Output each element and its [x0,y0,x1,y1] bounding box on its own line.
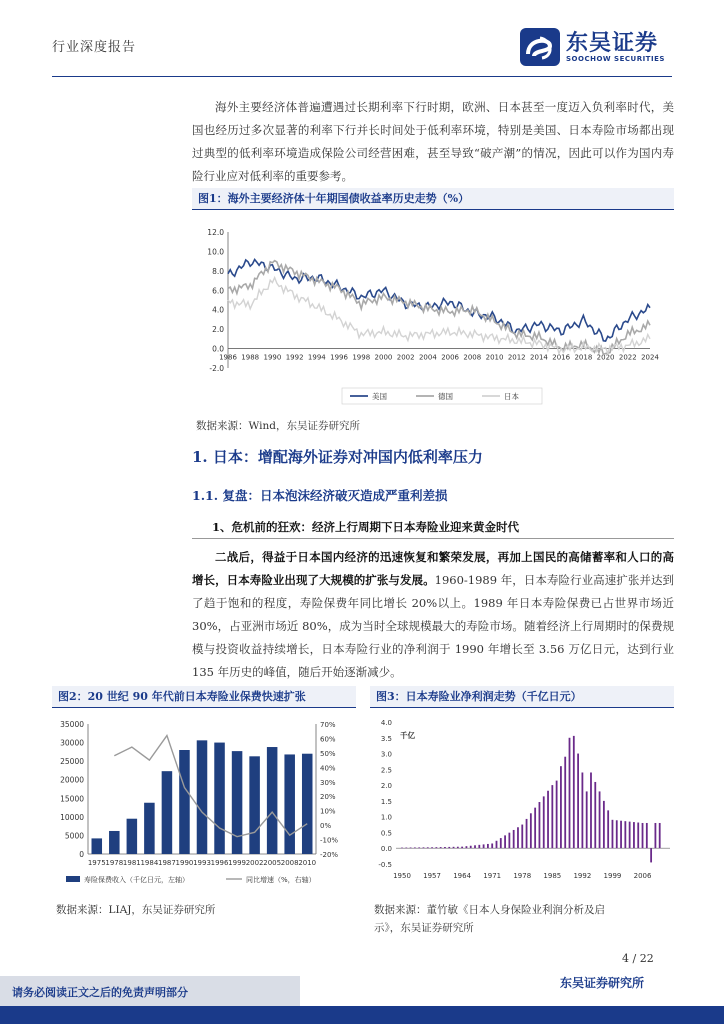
fig3-bar [637,823,639,849]
fig3-ytick-label: 4.0 [380,719,392,727]
fig3-bar [521,825,523,849]
fig1-xtick-label: 1994 [307,353,326,362]
fig2-left-tick-label: 0 [79,850,84,859]
fig3-bar [659,823,661,848]
fig1-legend-label: 日本 [504,392,519,401]
fig1-ytick-label: 6.0 [212,286,224,296]
fig3-bars [401,736,661,863]
fig3-bar [504,835,506,848]
fig3-ytick-label: 0.0 [380,845,392,854]
fig2-bar [267,747,278,854]
fig2-left-tick-label: 15000 [60,794,84,804]
fig3-ytick-label: 2.5 [380,766,392,775]
fig1-xtick-label: 2024 [641,353,659,362]
fig1-xtick-label: 2022 [618,353,637,362]
fig1-xtick-label: 1990 [263,353,282,362]
fig1-xtick-label: 2004 [418,353,437,362]
fig2-left-tick-label: 25000 [60,757,84,767]
fig1-xtick-label: 2000 [374,353,393,362]
fig2-xtick-label: 1990 [175,859,194,867]
fig2-xtick-label: 1978 [105,859,124,867]
body-text: 1960-1989 年，日本寿险行业高速扩张并达到了趋于饱和的程度，寿险保费年同比增长 20%以上。1989 年日本寿险保费已占世界市场近 30%，占亚洲市场近 80%，成为当时全球规模最大的寿险市场。随着经济上行周期时的保费规模与投资收益持续增长，日本寿险行业的净利润于 1990 年增长至 3.56 万亿日元，达到行业 135 年历史的峰值，随后开始逐渐减少。 [192,573,674,679]
fig3-bar [440,847,442,848]
fig3-bar [551,785,553,848]
footer-bar [0,1006,724,1024]
fig3-bar [633,822,635,848]
fig3-xtick-label: 1978 [513,872,532,880]
fig3-bar [435,847,437,848]
fig3-ytick-label: 3.5 [380,734,392,743]
sub1-heading: 1、危机前的狂欢：经济上行周期下日本寿险业迎来黄金时代 [212,520,519,534]
fig3-bar [427,847,429,848]
fig1-title: 图1：海外主要经济体十年期国债收益率历史走势（%） [192,188,674,210]
fig1-xtick-label: 2010 [485,353,504,362]
fig3-bar [423,847,425,848]
page-number: 4 / 22 [622,952,654,965]
fig1-ytick-label: 10.0 [207,247,224,257]
fig1-xtick-label: 2018 [574,353,593,362]
fig3-bar [624,821,626,848]
fig3-bar [603,801,605,848]
fig2-growth-line [114,736,307,837]
fig2-xtick-label: 2002 [245,859,264,867]
fig3-ytick-label: 1.0 [380,813,392,822]
brand-english-name: SOOCHOW SECURITIES [566,55,665,63]
fig2-bar [127,819,138,854]
fig2-xtick-label: 1984 [140,859,159,867]
fig3-xtick-label: 1957 [423,872,441,880]
fig2-bar [302,754,313,854]
report-category: 行业深度报告 [52,40,137,55]
fig2-left-tick-label: 20000 [60,775,84,785]
fig2-xtick-label: 1981 [122,859,141,867]
fig2-line [114,736,307,837]
fig3-bar [431,847,433,848]
fig2-xtick-label: 2010 [298,859,317,867]
fig3-bar [410,848,412,849]
fig1-xtick-label: 1988 [241,353,260,362]
fig2-bar [214,743,225,854]
fig2-right-tick-label: 10% [320,807,336,816]
fig3-source-line2: 示》，东吴证券研究所 [374,922,474,934]
fig3-bar [655,823,657,848]
fig1-legend-label: 德国 [438,392,453,401]
fig1-xtick-label: 1996 [330,353,348,362]
fig3-bar [405,848,407,849]
fig3-bar [508,833,510,849]
fig1-lines [228,259,650,354]
fig2-source: 数据来源：LIAJ，东吴证券研究所 [56,904,216,916]
fig3-ytick-label: 1.5 [380,797,392,806]
brand-name: 东吴证券 [566,31,659,56]
fig2-legend-line-label: 同比增速（%，右轴） [246,876,316,884]
fig3-bar [577,754,579,849]
fig1-legend-label: 美国 [372,392,387,401]
fig3-bar [599,791,601,848]
fig1-series-1-line [228,259,650,341]
fig2-xtick-label: 1975 [87,859,106,867]
fig3-bar [650,848,652,862]
fig1-xtick-label: 2016 [552,353,571,362]
fig3-bar [620,821,622,848]
fig3-unit-label: 千亿 [400,731,415,740]
fig3-source-line1: 数据来源：董竹敏《日本人身保险业利润分析及启 [374,904,605,916]
fig2-xtick-label: 1987 [158,859,176,867]
fig3-bar [594,782,596,848]
fig2-xtick-label: 1999 [228,859,246,867]
fig3-bar [418,847,420,848]
fig3-xtick-label: 1999 [603,872,622,880]
fig1-ytick-label: 2.0 [212,325,224,335]
section1-heading: 1. 日本：增配海外证券对冲国内低利率压力 [192,448,483,466]
fig2-bar [249,756,260,854]
fig3-bar [466,846,468,848]
fig3-bar [457,847,459,848]
body-bold-text: 二战后，得益于日本国内经济的迅速恢复和繁荣发展，再加上国民的高储蓄率和人口的高增长，日本寿险业出现了大规模的扩张与发展。 [192,550,674,587]
fig3-bar [534,808,536,849]
fig1-xtick-label: 2014 [530,353,548,362]
fig2-bar [284,754,295,854]
fig2-left-tick-label: 5000 [64,831,84,841]
fig3-bar [461,847,463,849]
fig3-bar [560,766,562,848]
fig3-bar [607,810,609,848]
fig2-bars [92,740,313,854]
fig2-chart [52,712,356,894]
fig3-xtick-label: 1992 [573,872,592,880]
fig3-bar [487,844,489,848]
fig2-bar [162,771,173,854]
fig3-xtick-label: 1971 [483,872,502,880]
fig2-bar [197,740,208,854]
fig3-bar [496,841,498,848]
fig2-right-tick-label: -10% [320,836,339,845]
fig2-xtick-label: 1993 [193,859,211,867]
fig3-bar [478,845,480,848]
fig2-legend-bar-swatch [66,876,80,882]
fig3-bar [564,757,566,849]
fig3-bar [642,823,644,848]
fig2-bar [179,750,190,854]
intro-paragraph: 海外主要经济体普遍遭遇过长期利率下行时期，欧洲、日本甚至一度迈入负利率时代，美国也经历过多次显著的利率下行并长时间处于低利率环境，特别是美国、日本寿险市场都出现过典型的低利率环境造成保险公司经营困难，甚至导致“破产潮”的情况，因此可以作为国内寿险行业应对低利率的重要参考。 [192,100,674,183]
fig1-source: 数据来源：Wind，东吴证券研究所 [196,420,360,432]
fig3-bar [612,820,614,848]
fig3-bar [569,738,571,848]
fig3-bar [543,796,545,848]
fig2-left-tick-label: 30000 [60,738,84,748]
fig1-xtick-label: 2006 [441,353,460,362]
fig1-xtick-label: 1992 [285,353,304,362]
fig3-bar [470,846,472,848]
fig2-right-tick-label: 40% [320,764,336,773]
sub1-divider [192,538,674,539]
fig2-right-tick-label: 70% [320,721,336,729]
fig3-bar [646,823,648,848]
fig1-legend [342,388,542,404]
fig1-xtick-label: 2012 [507,353,526,362]
fig1-xtick-label: 1986 [219,353,237,362]
fig2-left-tick-label: 35000 [60,720,84,729]
fig2-right-tick-label: 0% [320,822,332,831]
fig3-bar [491,843,493,848]
header-divider [52,76,672,77]
fig2-xtick-label: 1996 [210,859,229,867]
fig1-xtick-label: 2002 [396,353,415,362]
fig2-bar [232,751,243,854]
fig3-bar [401,848,403,849]
fig2-title: 图2：20 世纪 90 年代前日本寿险业保费快速扩张 [52,686,356,708]
fig2-bar [144,803,155,854]
fig3-bar [526,819,528,848]
fig3-bar [629,822,631,849]
fig3-bar [573,736,575,848]
fig3-bar [539,802,541,848]
fig2-bar [109,831,120,854]
fig2-legend [66,875,316,885]
fig2-right-tick-label: -20% [320,851,339,859]
fig3-ytick-label: 3.0 [380,750,392,759]
fig3-xtick-label: 1950 [393,872,411,880]
fig1-ytick-label: 8.0 [212,266,224,276]
fig2-right-tick-label: 20% [320,793,336,802]
fig1-ytick-label: -2.0 [209,364,224,373]
fig1-xtick-label: 2008 [463,353,482,362]
fig1-xtick-label: 1998 [352,353,371,362]
fig2-legend-bar-label: 寿险保费收入（千亿日元，左轴） [84,876,189,884]
fig3-bar [556,781,558,849]
fig3-ytick-label: -0.5 [378,861,392,869]
fig1-ytick-label: 4.0 [212,305,224,315]
fig3-bar [586,791,588,848]
fig3-xtick-label: 1985 [543,872,562,880]
fig3-bar [547,791,549,848]
fig2-right-tick-label: 50% [320,749,336,758]
fig2-right-tick-label: 30% [320,778,336,787]
fig3-ytick-label: 2.0 [380,782,392,791]
fig1-ytick-label: 12.0 [207,228,224,237]
fig1-xtick-label: 2020 [596,353,615,362]
fig3-xtick-label: 1964 [453,872,472,880]
fig3-bar [444,847,446,848]
fig1-ytick-label: 0.0 [212,344,224,354]
fig3-bar [616,820,618,848]
body-paragraph [192,546,674,684]
fig3-bar [581,772,583,848]
fig3-title: 图3：日本寿险业净利润走势（千亿日元） [370,686,674,708]
fig3-bar [530,813,532,848]
section1-1-heading: 1.1. 复盘：日本泡沫经济破灭造成严重利差损 [192,488,448,503]
fig3-bar [513,830,515,848]
fig2-left-tick-label: 10000 [60,812,84,822]
soochow-logo-icon [520,26,564,68]
fig3-ytick-label: 0.5 [380,829,392,838]
fig3-bar [453,847,455,848]
fig2-bar [92,838,103,854]
fig3-axes [378,719,670,880]
footer-institute: 东吴证券研究所 [560,976,645,990]
disclaimer-notice: 请务必阅读正文之后的免责声明部分 [0,976,300,1006]
fig3-bar [500,838,502,848]
fig2-xtick-label: 2005 [263,859,282,867]
fig3-bar [590,772,592,848]
fig3-chart [370,712,674,890]
fig2-right-tick-label: 60% [320,735,336,744]
fig3-bar [448,847,450,848]
fig3-xtick-label: 2006 [633,872,652,880]
fig1-chart [192,220,674,410]
fig2-xtick-label: 2008 [280,859,299,867]
fig3-bar [474,845,476,848]
fig3-bar [483,844,485,848]
fig3-bar [414,847,416,848]
fig3-bar [517,827,519,848]
